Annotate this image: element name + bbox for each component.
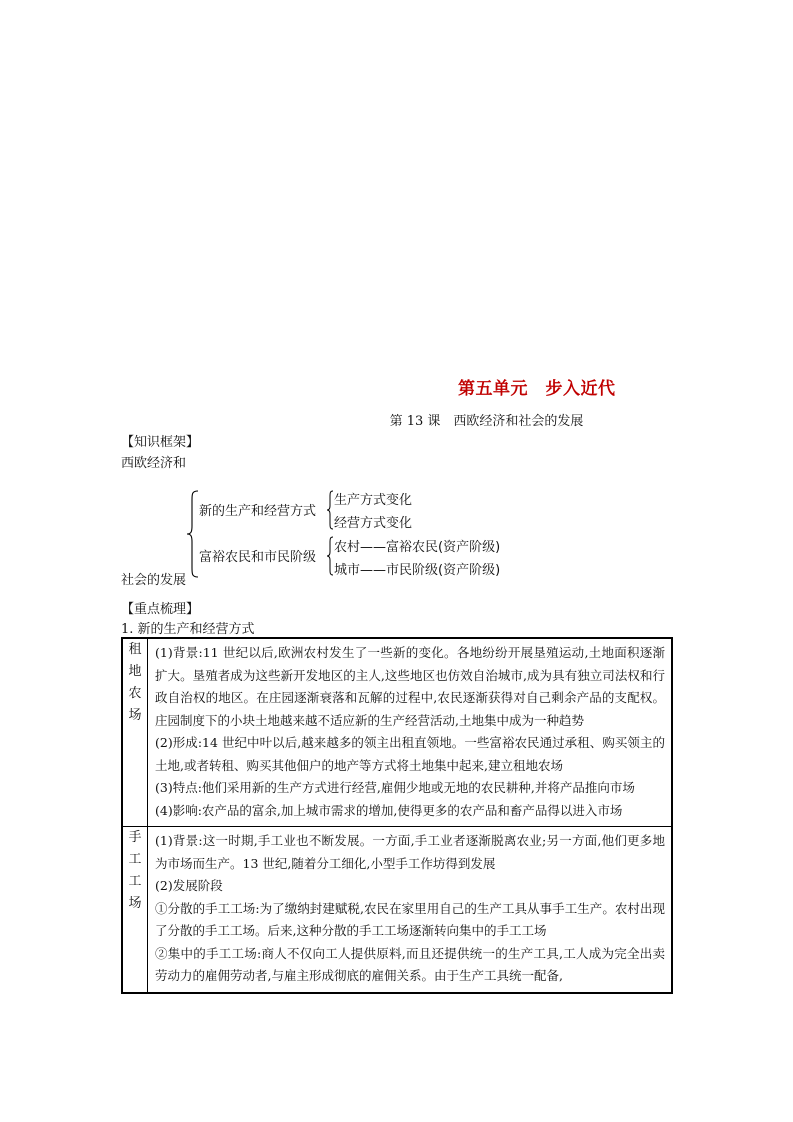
content-table: [121, 637, 673, 994]
lesson-title: 第 13 课 西欧经济和社会的发展: [389, 414, 584, 429]
leaf-production-change: 生产方式变化: [334, 493, 413, 508]
section1-title: 1. 新的生产和经营方式: [121, 622, 255, 637]
leaf-countryside: 农村——富裕农民(资产阶级): [334, 540, 501, 555]
paragraph: (1)背景:11 世纪以后,欧洲农村发生了一些新的变化。各地纷纷开展垦殖运动,土地面积逐渐扩大。垦殖者成为这些新开发地区的主人,这些地区也仿效自治城市,成为具有独立司法权和行政自治权的地区。在庄园逐渐衰落和瓦解的过程中,农民逐渐获得对自己剩余产品的支配权。庄园制度下的小块土地越来越不适应新的生产经营活动,土地集中成为一种趋势: [155, 645, 665, 728]
leaf-city: 城市——市民阶级(资产阶级): [334, 563, 501, 578]
row-label-tenant-farm: 租地农场: [122, 638, 148, 827]
branch-brace-production: [326, 490, 334, 530]
tree-root-brace: [186, 490, 200, 578]
paragraph: (4)影响:农产品的富余,加上城市需求的增加,使得更多的农产品和畜产品得以进入市场: [155, 802, 623, 818]
table-row: [122, 638, 672, 827]
row-content-tenant-farm: [148, 638, 673, 827]
row-content-workshop: [148, 827, 673, 993]
branch-brace-classes: [326, 536, 334, 576]
branch-label-production: 新的生产和经营方式: [199, 504, 317, 519]
knowledge-frame-heading: 【知识框架】: [121, 435, 200, 450]
branch-label-classes: 富裕农民和市民阶级: [199, 550, 317, 565]
leaf-business-change: 经营方式变化: [334, 516, 413, 531]
paragraph: (3)特点:他们采用新的生产方式进行经营,雇佣少地或无地的农民耕种,并将产品推向市场: [155, 780, 635, 795]
key-points-heading: 【重点梳理】: [121, 602, 200, 617]
paragraph: ②集中的手工工场:商人不仅向工人提供原料,而且还提供统一的生产工具,工人成为完全出卖劳动力的雇佣劳动者,与雇主形成彻底的雇佣关系。由于生产工具统一配备,: [155, 945, 665, 983]
table-row: [122, 827, 672, 993]
row-label-workshop: 手工工场: [122, 827, 148, 993]
tree-root-line2: 社会的发展: [121, 573, 187, 588]
paragraph: (1)背景:这一时期,手工业也不断发展。一方面,手工业者逐渐脱离农业;另一方面,他们更多地为市场而生产。13 世纪,随着分工细化,小型手工作坊得到发展: [155, 833, 665, 871]
paragraph: (2)发展阶段: [155, 878, 223, 893]
paragraph: ①分散的手工工场:为了缴纳封建赋税,农民在家里用自己的生产工具从事手工生产。农村出现了分散的手工工场。后来,这种分散的手工工场逐渐转向集中的手工工场: [155, 900, 665, 938]
tree-root-line1: 西欧经济和: [121, 456, 187, 471]
paragraph: (2)形成:14 世纪中叶以后,越来越多的领主出租直领地。一些富裕农民通过承租、购买领主的土地,或者转租、购买其他佃户的地产等方式将土地集中起来,建立租地农场: [155, 735, 665, 773]
lesson-title-row: [0, 410, 793, 429]
unit-title: 第五单元 步入近代: [458, 379, 616, 399]
